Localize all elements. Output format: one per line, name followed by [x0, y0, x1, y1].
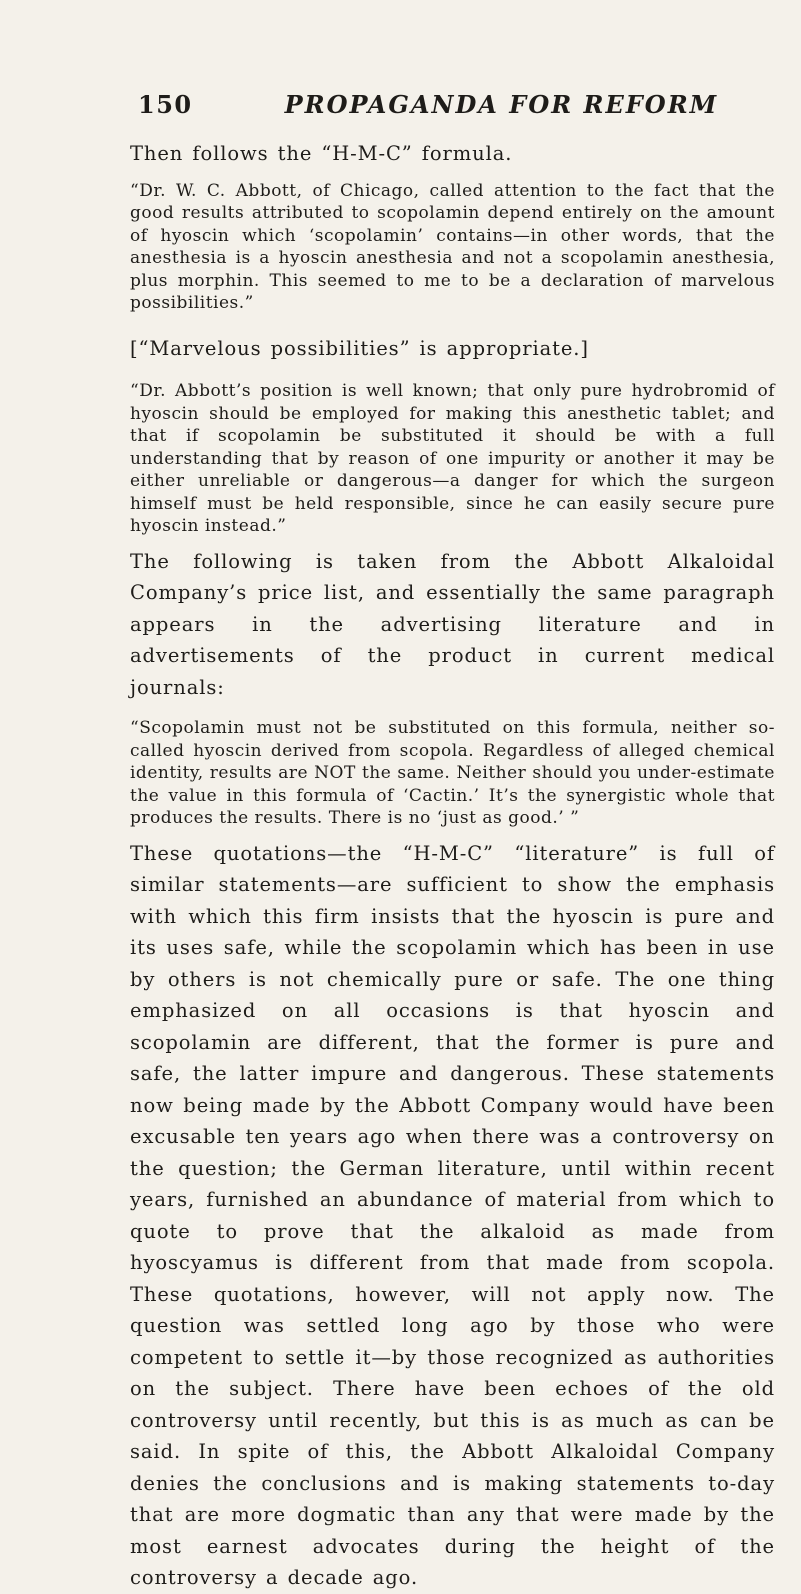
quotation-price-list: “Scopolamin must not be substituted on this formula, neither so-called hyoscin derived from scopola. Regardless of alleged chemical identity, results are NOT the same. Neither should you under-estimate the value in this formula of ‘Cactin.’ It’s the synergistic whole that produces the results. There is no ‘just as good.’ ” — [130, 718, 775, 828]
paragraph-formula-intro: Then follows the “H-M-C” formula. — [130, 142, 513, 165]
paragraph-commentary: These quotations—the “H-M-C” “literature” is full of similar statements—are sufficient to show the emphasis with which this firm insists that the hyoscin is pure and its uses safe, while the scopolamin which has been in use by others is not chemically pure or safe. The one thing emphasized on all occasions is that hyoscin and scopolamin are different, that the former is pure and safe, the latter impure and dangerous. These statements now being made by the Abbott Company would have been excusable ten years ago when there was a controversy on the question; the German literature, until within recent years, furnished an abundance of material from which to quote to prove that the alkaloid as made from hyoscyamus is different from that made from scopola. These quotations, however, will not apply now. The question was settled long ago by those who were competent to settle it—by those recognized as authorities on the subject. There have been echoes of the old controversy until recently, but this is as much as can be said. In spite of this, the Abbott Alkaloidal Company denies the conclusions and is making statements to-day that are more dogmatic than any that were made by the most earnest advocates during the height of the controversy a decade ago. — [130, 841, 775, 1589]
editorial-bracket-note: [“Marvelous possibilities” is appropriate.] — [130, 336, 589, 360]
quotation-abbott-position: “Dr. Abbott’s position is well known; that only pure hydrobromid of hyoscin should be employed for making this anesthetic tablet; and that if scopolamin be substituted it should be with a full understanding that by reason of one impurity or another it may be either unreliable or dangerous—a danger for which the surgeon himself must be held responsible, since he can easily secure pure hyoscin instead.” — [130, 381, 775, 536]
body-text — [130, 138, 775, 1594]
page-number: 150 — [138, 90, 193, 119]
paragraph-price-list-intro: The following is taken from the Abbott Alkaloidal Company’s price list, and essentially the same paragraph appears in the advertising literature and in advertisements of the product in current medical journals: — [130, 549, 775, 699]
running-head — [138, 90, 761, 130]
quotation-abbott-attention: “Dr. W. C. Abbott, of Chicago, called attention to the fact that the good results attributed to scopolamin depend entirely on the amount of hyoscin which ‘scopolamin’ contains—in other words, that the anesthesia is a hyoscin anesthesia and not a scopolamin anesthesia, plus morphin. This seemed to me to be a declaration of marvelous possibilities.” — [130, 180, 775, 313]
running-title: PROPAGANDA FOR REFORM — [284, 90, 719, 119]
